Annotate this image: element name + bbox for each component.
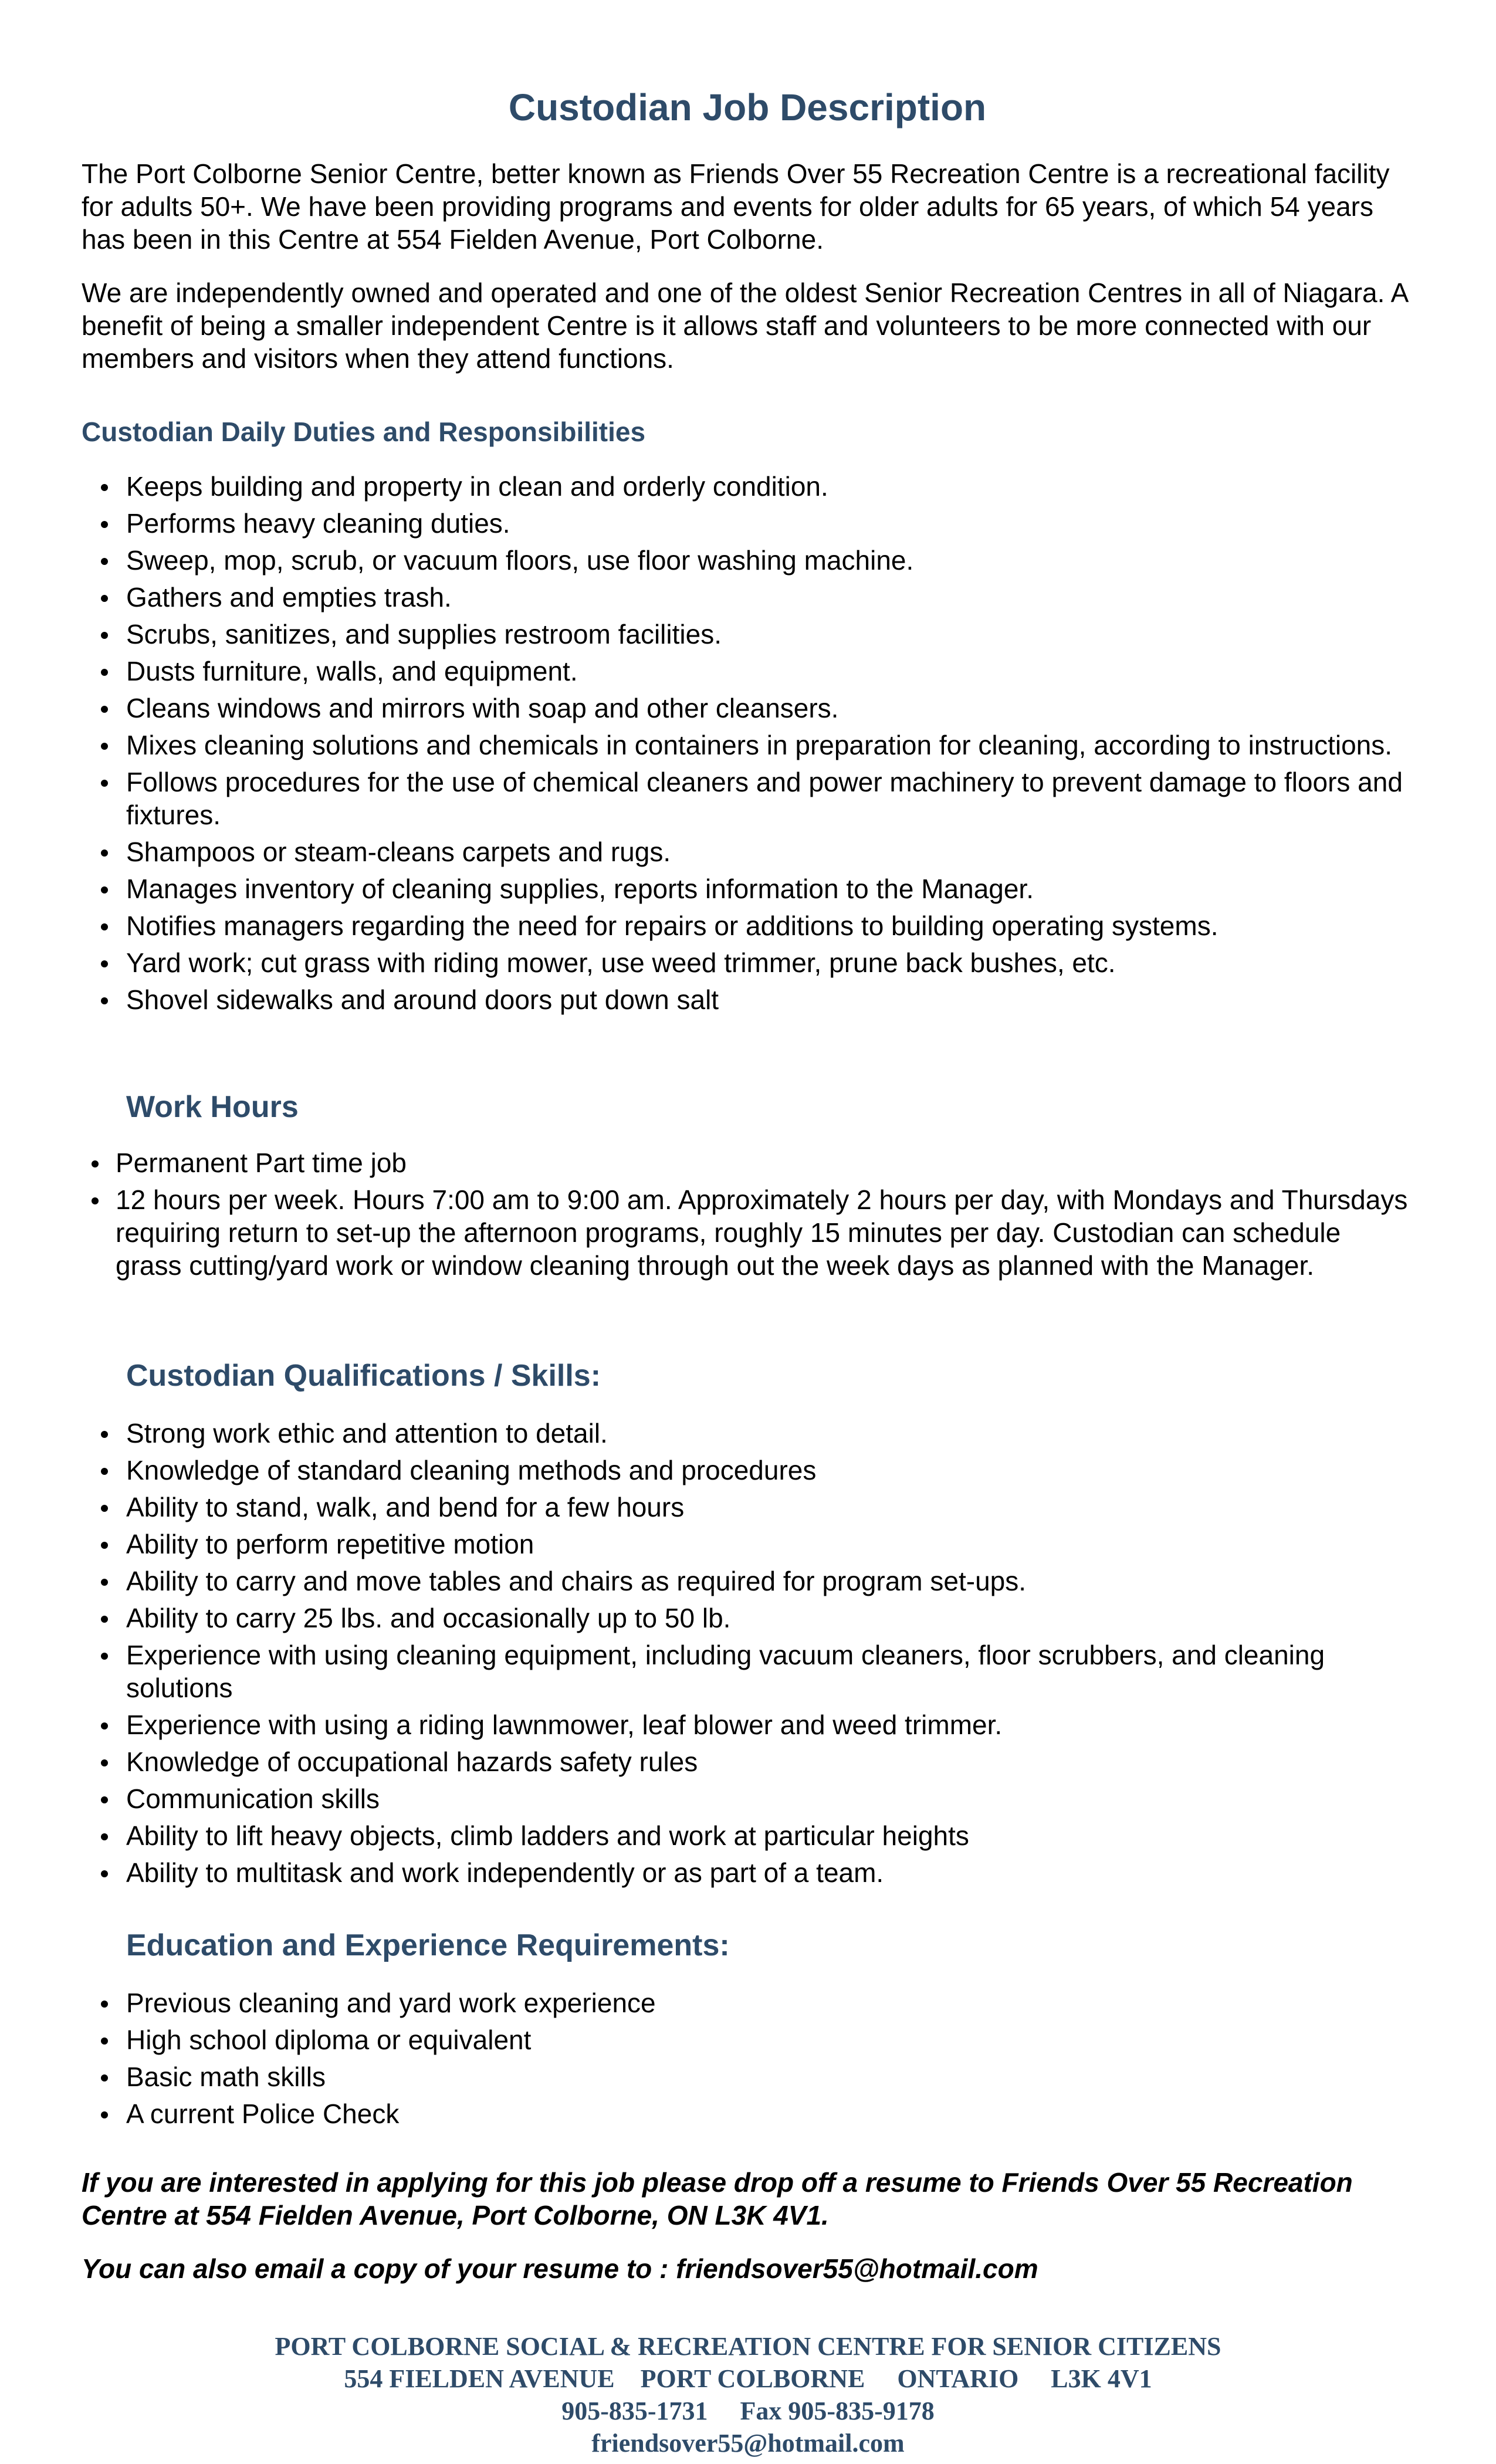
section-heading: Custodian Qualifications / Skills: xyxy=(126,1359,601,1393)
hours-section xyxy=(82,1089,1413,1125)
list-item: Yard work; cut grass with riding mower, use weed trimmer, prune back bushes, etc. xyxy=(82,946,1413,979)
education-list-wrap xyxy=(82,1986,1413,2134)
list-item: Shovel sidewalks and around doors put down salt xyxy=(82,983,1413,1016)
section-heading: Education and Experience Requirements: xyxy=(126,1928,730,1962)
list-item: 12 hours per week. Hours 7:00 am to 9:00 am. Approximately 2 hours per day, with Mondays and Thursdays requiring return to set-up the afternoon programs, roughly 15 minutes per day. Custodian can schedule grass cutting/yard work or window cleaning through out the week days as planned with the Manager. xyxy=(82,1183,1413,1282)
education-list xyxy=(82,1986,1413,2130)
list-item: Ability to lift heavy objects, climb ladders and work at particular heights xyxy=(82,1819,1413,1852)
list-item: Ability to carry and move tables and chairs as required for program set-ups. xyxy=(82,1565,1413,1597)
intro-paragraph-1 xyxy=(82,157,1413,256)
list-item: Experience with using a riding lawnmower, leaf blower and weed trimmer. xyxy=(82,1708,1413,1741)
list-item: Ability to carry 25 lbs. and occasionally up to 50 lb. xyxy=(82,1602,1413,1634)
page-title: Custodian Job Description xyxy=(508,86,987,128)
hours-list-wrap xyxy=(82,1146,1413,1286)
hours-list xyxy=(82,1146,1413,1282)
list-item: Shampoos or steam-cleans carpets and rugs. xyxy=(82,835,1413,868)
apply-dropoff xyxy=(82,2166,1413,2232)
list-item: Knowledge of standard cleaning methods and procedures xyxy=(82,1454,1413,1487)
list-item: Strong work ethic and attention to detail. xyxy=(82,1417,1413,1450)
apply-dropoff-text: If you are interested in applying for this job please drop off a resume to Friends Over 55 Recreation Centre at 554 Fielden Avenue, Port Colborne, ON L3K 4V1. xyxy=(82,2167,1353,2231)
list-item: Manages inventory of cleaning supplies, reports information to the Manager. xyxy=(82,872,1413,905)
section-heading: Work Hours xyxy=(126,1090,299,1124)
list-item: Ability to stand, walk, and bend for a few hours xyxy=(82,1491,1413,1524)
intro-text: The Port Colborne Senior Centre, better known as Friends Over 55 Recreation Centre is a recreational facility for adults 50+. We have been providing programs and events for older adults for 65 years, of which 54 years has been in this Centre at 554 Fielden Avenue, Port Colborne. xyxy=(82,158,1390,255)
list-item: Follows procedures for the use of chemical cleaners and power machinery to prevent damage to floors and fixtures. xyxy=(82,766,1413,831)
list-item: A current Police Check xyxy=(82,2097,1413,2130)
duties-section xyxy=(82,415,1413,448)
list-item: Notifies managers regarding the need for repairs or additions to building operating systems. xyxy=(82,909,1413,942)
footer-org: PORT COLBORNE SOCIAL & RECREATION CENTRE FOR SENIOR CITIZENS xyxy=(275,2332,1221,2361)
apply-email xyxy=(82,2252,1413,2285)
list-item: Basic math skills xyxy=(82,2060,1413,2093)
duties-list-wrap xyxy=(82,470,1413,1020)
list-item: Performs heavy cleaning duties. xyxy=(82,507,1413,540)
list-item: Knowledge of occupational hazards safety rules xyxy=(82,1745,1413,1778)
intro-paragraph-2 xyxy=(82,276,1413,375)
list-item: Mixes cleaning solutions and chemicals in containers in preparation for cleaning, according to instructions. xyxy=(82,729,1413,761)
duties-list xyxy=(82,470,1413,1016)
list-item: Scrubs, sanitizes, and supplies restroom facilities. xyxy=(82,618,1413,651)
list-item: Communication skills xyxy=(82,1782,1413,1815)
list-item: Ability to multitask and work independently or as part of a team. xyxy=(82,1856,1413,1889)
education-section xyxy=(82,1928,1413,1963)
qualifications-list xyxy=(82,1417,1413,1889)
list-item: Permanent Part time job xyxy=(82,1146,1413,1179)
qualifications-section xyxy=(82,1358,1413,1393)
list-item: Experience with using cleaning equipment, including vacuum cleaners, floor scrubbers, and cleaning solutions xyxy=(82,1639,1413,1704)
section-heading: Custodian Daily Duties and Responsibilities xyxy=(82,417,646,447)
list-item: Keeps building and property in clean and orderly condition. xyxy=(82,470,1413,503)
footer-email: friendsover55@hotmail.com xyxy=(591,2429,905,2458)
title-block xyxy=(82,85,1413,130)
list-item: Ability to perform repetitive motion xyxy=(82,1528,1413,1561)
list-item: Dusts furniture, walls, and equipment. xyxy=(82,655,1413,688)
apply-email-text: You can also email a copy of your resume to : friendsover55@hotmail.com xyxy=(82,2253,1038,2284)
list-item: Sweep, mop, scrub, or vacuum floors, use floor washing machine. xyxy=(82,544,1413,577)
list-item: High school diploma or equivalent xyxy=(82,2023,1413,2056)
list-item: Cleans windows and mirrors with soap and other cleansers. xyxy=(82,692,1413,725)
footer-address: 554 FIELDEN AVENUE PORT COLBORNE ONTARIO L3K 4V1 xyxy=(344,2364,1152,2393)
qualifications-list-wrap xyxy=(82,1417,1413,1893)
list-item: Previous cleaning and yard work experience xyxy=(82,1986,1413,2019)
intro-text: We are independently owned and operated and one of the oldest Senior Recreation Centres in all of Niagara. A benefit of being a smaller independent Centre is it allows staff and volunteers to be more connected with our members and visitors when they attend functions. xyxy=(82,277,1407,374)
list-item: Gathers and empties trash. xyxy=(82,581,1413,614)
footer xyxy=(0,2330,1496,2459)
footer-phone: 905-835-1731 Fax 905-835-9178 xyxy=(561,2397,935,2425)
